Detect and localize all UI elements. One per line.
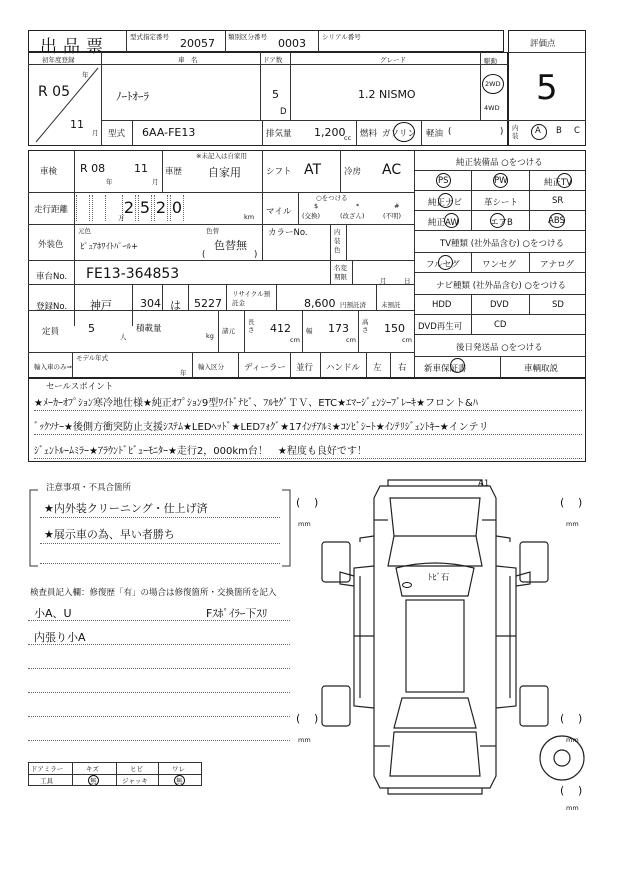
- bracket-spare-open: (: [560, 784, 565, 797]
- name-change-month: 月: [380, 277, 387, 285]
- cooler-label: 冷房: [344, 167, 362, 177]
- height-label: 高さ: [362, 318, 369, 334]
- import-type-label: 輸入区分: [198, 363, 224, 371]
- diagram-stone: ﾄﾋﾞ石: [428, 573, 450, 583]
- break-label: ワレ: [172, 765, 185, 773]
- year-unit: 年: [82, 71, 89, 79]
- equip-navi: 純正ナビ: [428, 198, 463, 208]
- equip-tv: 純正TV: [544, 178, 573, 188]
- ruibetsu-value: 0003: [278, 37, 306, 50]
- shiki-value: 20057: [180, 37, 215, 50]
- unknown-top: #: [394, 202, 400, 210]
- bracket-rr-open: (: [560, 712, 565, 725]
- equipment-title: 純正装備品 ○をつける: [456, 158, 543, 168]
- recycle-unit: 円預託済: [340, 301, 366, 309]
- length-label: 長さ: [248, 318, 255, 334]
- bracket-rl-close: ): [314, 712, 319, 725]
- shiki-label: 型式指定番号: [130, 33, 169, 41]
- bracket-rr-close: ): [578, 712, 583, 725]
- recycle-value: 8,600: [304, 297, 336, 310]
- door-count: 5: [272, 88, 279, 101]
- tampered-top: *: [356, 202, 360, 210]
- dims-label: 諸元: [222, 327, 235, 335]
- equip-abs: ABS: [548, 216, 565, 226]
- shaken-year-unit: 年: [106, 178, 113, 186]
- displacement-value: 1,200: [314, 126, 346, 139]
- handle-left: 左: [373, 363, 382, 373]
- bracket-rl-open: (: [296, 712, 301, 725]
- fuel-label: 燃料: [360, 129, 378, 139]
- fuel-paren-close: ): [500, 127, 504, 137]
- car-name: ﾉｰﾄｵｰﾗ: [116, 90, 149, 103]
- car-diagram: [300, 476, 590, 806]
- shift-label: シフト: [266, 167, 292, 177]
- chassis-value: FE13-364853: [86, 266, 180, 282]
- drive-2wd: 2WD: [485, 80, 501, 88]
- door-type: D: [280, 107, 287, 117]
- mile-label: マイル: [266, 207, 292, 217]
- reg-num: 5227: [194, 297, 222, 310]
- month-unit: 月: [92, 129, 99, 137]
- bracket-spare-close: ): [578, 784, 583, 797]
- mileage-digit: 5: [138, 195, 152, 221]
- height-cm: cm: [402, 336, 412, 344]
- navi-sd: SD: [552, 300, 564, 310]
- equip-airbag: エアB: [490, 218, 513, 228]
- shaken-month-unit: 月: [152, 178, 159, 186]
- warranty-circle: [450, 358, 465, 373]
- bracket-fl-close: ): [314, 496, 319, 509]
- shaken-label: 車検: [40, 167, 58, 177]
- import-label: 輸入車のみ⇒: [34, 363, 72, 371]
- shareki-note: ※未記入は自家用: [196, 152, 247, 160]
- mileage-digit: 2: [154, 195, 168, 221]
- equip-abs-circle: [549, 213, 565, 228]
- parallel-label: 並行: [296, 363, 314, 373]
- car-name-label: 車 名: [178, 56, 198, 64]
- fuel-paren: (: [448, 127, 452, 137]
- equip-sr: SR: [552, 196, 564, 206]
- model-year-unit: 年: [180, 369, 187, 377]
- inspector-line-2: 内張り小A: [34, 631, 86, 644]
- shareki-label: 車歴: [165, 167, 183, 177]
- crack-label: ヒビ: [130, 765, 143, 773]
- tools-label: 工具: [40, 777, 53, 785]
- inspector-line-1: 小A、U: [34, 607, 72, 620]
- unpaid-label: 未預託: [381, 301, 401, 309]
- equip-aw-circle: [444, 213, 459, 228]
- fuel-circle: [393, 122, 415, 142]
- equip-tv-circle: [557, 173, 572, 188]
- handle-right: 右: [398, 363, 407, 373]
- kg-unit: kg: [206, 332, 214, 340]
- color-label: 外装色: [38, 240, 64, 250]
- mileage-digit: [76, 195, 90, 221]
- first-reg-month: 11: [70, 118, 84, 131]
- width-cm: cm: [346, 336, 356, 344]
- later-title: 後日発送品 ○をつける: [456, 343, 543, 353]
- grade-label: グレード: [380, 56, 406, 64]
- color-no-label: カラーNo.: [268, 228, 308, 238]
- ruibetsu-label: 類別区分番号: [228, 33, 267, 41]
- dealer-label: ディーラー: [244, 363, 286, 373]
- equip-pw-circle: [493, 173, 508, 188]
- load-label: 積載量: [136, 324, 162, 334]
- orig-color-label: 元色: [78, 227, 91, 235]
- reg-kana: は: [170, 299, 181, 312]
- score-label: 評価点: [530, 39, 556, 49]
- tv-fullseg: フルセグ: [426, 260, 460, 270]
- mm-rl: mm: [298, 736, 311, 744]
- warranty-book: 新車保証書: [424, 364, 467, 374]
- chassis-label: 車台No.: [36, 272, 68, 282]
- width-label: 幅: [306, 327, 313, 335]
- persons-unit: 人: [120, 333, 127, 341]
- interior-c: C: [574, 126, 580, 136]
- first-reg-era: R 05: [38, 84, 70, 100]
- mm-fr: mm: [566, 520, 579, 528]
- mm-spare: mm: [566, 804, 579, 812]
- sales-line-2: ﾞｯｸｿﾅｰ★後側方衝突防止支援ｼｽﾃﾑ★LEDﾍｯﾄﾞ★LEDﾌｫｸﾞ★17ｲﾝﾁｱﾙﾐ★ｺﾝﾋﾞｼｰﾄ★ｲﾝﾃﾘｼﾞｪﾝﾄｷｰ★インテリ: [34, 422, 489, 433]
- inspector-spoiler: Fｽﾎﾟｲﾗｰ下ｽﾘ: [206, 607, 268, 620]
- fuel-value: ガソリン: [382, 129, 417, 139]
- notes-line-1: ★内外装クリーニング・仕上げ済: [44, 502, 208, 515]
- color-change: 色替無: [214, 239, 247, 252]
- interior-b: B: [556, 126, 562, 136]
- equip-aw: 純正AW: [428, 218, 459, 228]
- length-value: 412: [270, 322, 291, 335]
- exchange-bottom: (交換): [302, 212, 321, 220]
- mm-fl: mm: [298, 520, 311, 528]
- tools-has: 無: [90, 777, 97, 785]
- reg-area: 神戸: [90, 299, 112, 312]
- cc-unit: cc: [344, 134, 352, 142]
- equip-leather: 革シート: [484, 198, 519, 208]
- equip-pw: PW: [494, 176, 508, 186]
- km-unit: km: [244, 213, 255, 221]
- reg-label: 登録No.: [36, 302, 68, 312]
- shift-value: AT: [304, 162, 322, 178]
- bracket-fr-open: (: [560, 496, 565, 509]
- shareki-value: 自家用: [208, 166, 241, 179]
- reg-class: 304: [140, 297, 161, 310]
- interior-label: 内装: [512, 124, 519, 140]
- circle-note: ○をつける: [316, 194, 348, 202]
- handle-label: ハンドル: [326, 363, 361, 373]
- mileage-digit: 0: [170, 195, 184, 221]
- drive-label: 駆動: [484, 57, 497, 65]
- mm-rr: mm: [566, 736, 579, 744]
- equip-ps: PS: [438, 176, 449, 186]
- grade-value: 1.2 NISMO: [358, 88, 416, 101]
- inspector-label: 検査員記入欄：修復歴「有」の場合は修復箇所・交換箇所を記入: [30, 588, 277, 598]
- cd-label: CD: [494, 320, 507, 330]
- shaken-era: R 08: [80, 162, 106, 175]
- man-unit: 万: [118, 214, 125, 222]
- first-reg-label: 初年度登録: [42, 56, 75, 64]
- mileage-digit: 2: [122, 195, 136, 221]
- bracket-fl-open: (: [296, 496, 301, 509]
- serial-label: シリアル番号: [322, 33, 361, 41]
- tv-title: TV種類 (社外品含む) ○をつける: [440, 239, 564, 249]
- tv-analog: アナログ: [540, 260, 575, 270]
- orig-color: ﾋﾟｭｱﾎﾜｲﾄﾊﾟｰﾙ+: [80, 242, 139, 252]
- width-value: 173: [328, 322, 349, 335]
- door-mirror-label: ドアミラー: [31, 765, 64, 773]
- jack-has: 無: [176, 777, 183, 785]
- name-change-day: 日: [404, 277, 411, 285]
- notes-label: 注意事項・不具合箇所: [46, 483, 132, 493]
- sales-line-3: ｼﾞｪﾝﾄﾙｰﾑﾐﾗｰ★ｱﾗｳﾝﾄﾞﾋﾞｭｰﾓﾆﾀｰ★走行2，000km台！ ★程度も良好です！: [34, 446, 367, 457]
- tampered-bottom: (改ざん): [340, 212, 365, 220]
- sales-label: セールスポイント: [46, 382, 114, 392]
- equip-airbag-circle: [490, 213, 505, 228]
- interior-a: A: [535, 126, 541, 136]
- mileage-label: 走行距離: [34, 205, 69, 215]
- capacity-label: 定員: [42, 327, 60, 337]
- page-title: 出品票: [40, 37, 109, 57]
- score-value: 5: [536, 68, 558, 108]
- navi-title: ナビ種類 (社外品含む) ○をつける: [436, 281, 566, 291]
- model-label: 型式: [108, 129, 126, 139]
- equip-navi-circle: [438, 193, 453, 208]
- displacement-label: 排気量: [266, 129, 292, 139]
- drive-4wd: 4WD: [484, 104, 500, 112]
- shaken-month: 11: [134, 162, 148, 175]
- color-change-label: 色替: [206, 227, 219, 235]
- navi-hdd: HDD: [432, 300, 452, 310]
- scratch-label: キズ: [86, 765, 99, 773]
- model-value: 6AA-FE13: [142, 126, 196, 139]
- height-value: 150: [384, 322, 405, 335]
- model-year-label: モデル年式: [76, 354, 109, 362]
- length-cm: cm: [290, 336, 300, 344]
- equip-ps-circle: [436, 173, 451, 188]
- exchange-top: $: [314, 202, 319, 210]
- cooler-value: AC: [382, 162, 402, 178]
- navi-dvd: DVD: [490, 300, 509, 310]
- tv-oneseg: ワンセグ: [482, 260, 517, 270]
- door-label: ドア数: [263, 56, 283, 64]
- diagram-a1: A1: [478, 479, 490, 489]
- tv-fullseg-circle: [438, 255, 453, 270]
- unknown-bottom: (不明): [383, 212, 402, 220]
- capacity-value: 5: [88, 322, 95, 335]
- dvd-play: DVD再生可: [418, 322, 463, 332]
- light-oil-label: 軽油: [426, 129, 444, 139]
- bracket-fr-close: ): [578, 496, 583, 509]
- first-reg-slash: [28, 64, 102, 146]
- mileage-digit: [92, 195, 106, 221]
- color-paren-close: ): [254, 250, 258, 260]
- sales-line-1: ★ﾒｰｶｰｵﾌﾟｼｮﾝ寒冷地仕様★純正ｵﾌﾟｼｮﾝ9型ﾜｲﾄﾞﾅﾋﾞ、ﾌﾙｾｸﾞＴＶ、ETC★ｴﾏｰｼﾞｪﾝｼｰﾌﾞﾚｰｷ★フロント&ﾊ: [34, 398, 478, 409]
- stone-mark: [402, 582, 412, 588]
- notes-line-2: ★展示車の為、早い者勝ち: [44, 528, 175, 541]
- name-change-label: 名変期限: [334, 264, 347, 281]
- interior-color-label: 内装色: [334, 228, 341, 254]
- color-paren-open: (: [202, 250, 206, 260]
- jack-label: ジャッキ: [122, 777, 148, 785]
- car-manual: 車輌取説: [524, 364, 559, 374]
- recycle-label: リサイクル預託金: [232, 290, 271, 307]
